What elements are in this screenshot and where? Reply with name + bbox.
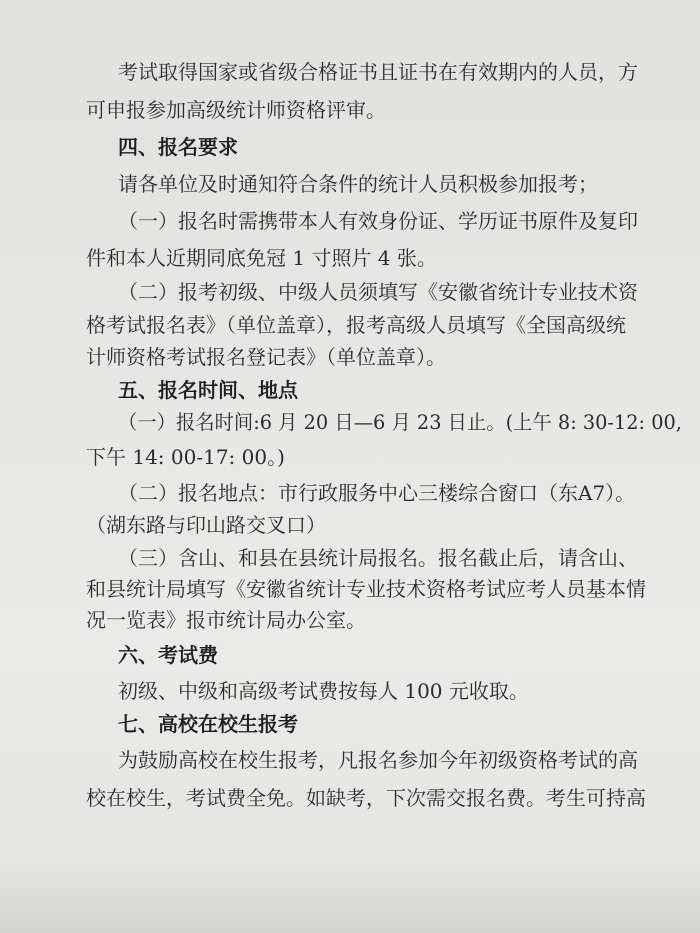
text-line: （三）含山、和县在县统计局报名。报名截止后，请含山、 <box>118 546 638 570</box>
text-line: （二）报考初级、中级人员须填写《安徽省统计专业技术资 <box>118 280 638 304</box>
text-line: 初级、中级和高级考试费按每人 100 元收取。 <box>118 679 529 703</box>
section-heading: 七、高校在校生报考 <box>118 712 298 736</box>
text-line: （二）报名地点：市行政服务中心三楼综合窗口（东A7）。 <box>118 481 636 505</box>
section-heading: 六、考试费 <box>118 643 218 667</box>
text-line: 可申报参加高级统计师资格评审。 <box>86 98 386 122</box>
text-line: 考试取得国家或省级合格证书且证书在有效期内的人员，方 <box>118 60 638 84</box>
section-heading: 四、报名要求 <box>118 135 238 159</box>
text-line: 件和本人近期同底免冠 1 寸照片 4 张。 <box>86 246 437 270</box>
text-line: （一）报名时需携带本人有效身份证、学历证书原件及复印 <box>118 209 638 233</box>
text-line: （一）报名时间:6 月 20 日—6 月 23 日止。(上午 8: 30-12: 00, <box>118 410 682 434</box>
text-line: 和县统计局填写《安徽省统计专业技术资格考试应考人员基本情 <box>86 577 646 601</box>
text-line: 况一览表》报市统计局办公室。 <box>86 608 366 632</box>
text-line: 请各单位及时通知符合条件的统计人员积极参加报考； <box>118 172 598 196</box>
section-heading: 五、报名时间、地点 <box>118 378 298 402</box>
text-line: 格考试报名表》（单位盖章），报考高级人员填写《全国高级统 <box>86 313 626 337</box>
text-line: 校在校生，考试费全免。如缺考，下次需交报名费。考生可持高 <box>86 786 646 810</box>
text-line: 计师资格考试报名登记表》（单位盖章）。 <box>86 345 446 369</box>
text-line: 下午 14: 00-17: 00。) <box>86 445 285 469</box>
text-line: 为鼓励高校在校生报考，凡报名参加今年初级资格考试的高 <box>118 748 638 772</box>
page-shadow <box>0 863 700 933</box>
text-line: （湖东路与印山路交叉口） <box>86 513 326 537</box>
